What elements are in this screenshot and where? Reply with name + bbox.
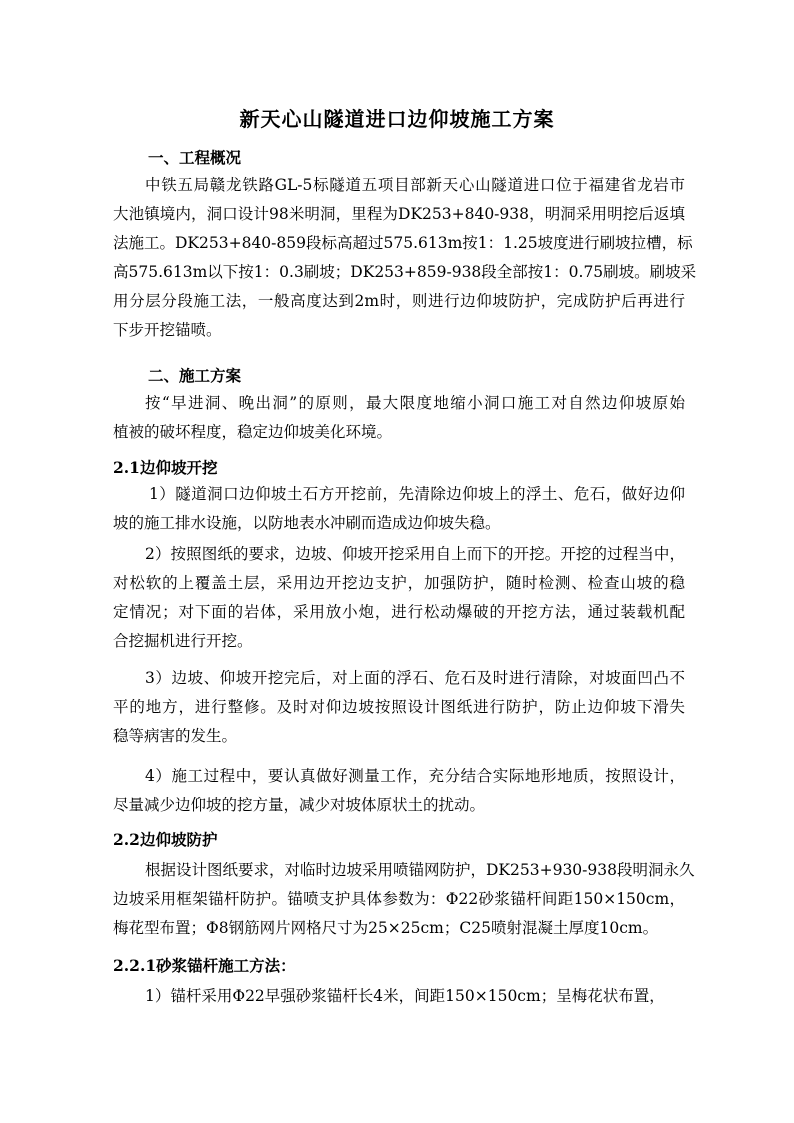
- text-line: 植被的破坏程度，稳定边仰坡美化环境。: [113, 423, 393, 441]
- text-line: 平的地方，进行整修。及时对仰边坡按照设计图纸进行防护，防止边仰坡下滑失: [113, 698, 685, 716]
- paragraph-plan-intro: [113, 389, 685, 447]
- text-line: 中铁五局赣龙铁路GL-5标隧道五项目部新天心山隧道进口位于福建省龙岩市: [145, 176, 685, 194]
- paragraph-2-1-item-3: [113, 664, 685, 751]
- section-heading-plan: 二、施工方案: [148, 366, 242, 385]
- paragraph-overview: [113, 171, 697, 345]
- text-line: 高575.613m以下按1：0.3刷坡；DK253+859-938段全部按1：0.75刷坡。刷坡采: [113, 263, 697, 281]
- text-line: 定情况；对下面的岩体，采用放小炮，进行松动爆破的开挖方法，通过装载机配: [113, 603, 685, 621]
- text-line: 法施工。DK253+840-859段标高超过575.613m按1：1.25坡度进行刷坡拉槽，标: [113, 234, 693, 252]
- text-line: 下步开挖锚喷。: [113, 321, 222, 339]
- subsection-heading-2-2: 2.2边仰坡防护: [113, 830, 218, 849]
- text-line: 合挖掘机进行开挖。: [113, 632, 253, 650]
- text-line: 坡的施工排水设施，以防地表水冲刷而造成边仰坡失稳。: [113, 514, 501, 532]
- paragraph-2-2-1: [113, 982, 685, 1011]
- text-line: 2）按照图纸的要求，边坡、仰坡开挖采用自上而下的开挖。开挖的过程当中，: [145, 545, 685, 563]
- text-line: 用分层分段施工法，一般高度达到2m时，则进行边仰坡防护，完成防护后再进行: [113, 292, 685, 310]
- text-line: 4）施工过程中，要认真做好测量工作，充分结合实际地形地质，按照设计，: [145, 767, 685, 785]
- subsection-heading-2-1: 2.1边仰坡开挖: [113, 458, 218, 477]
- paragraph-2-2: [113, 856, 695, 943]
- text-line: 尽量减少边仰坡的挖方量，减少对坡体原状土的扰动。: [113, 796, 486, 814]
- text-line: 1）隧道洞口边仰坡土石方开挖前，先清除边仰坡上的浮土、危石，做好边仰: [149, 485, 685, 503]
- section-heading-overview: 一、工程概况: [148, 148, 242, 167]
- subsection-heading-2-2-1: 2.2.1砂浆锚杆施工方法：: [113, 956, 296, 975]
- document-title: 新天心山隧道进口边仰坡施工方案: [239, 107, 555, 131]
- text-line: 根据设计图纸要求，对临时边坡采用喷锚网防护，DK253+930-938段明洞永久: [145, 861, 695, 879]
- text-line: 3）边坡、仰坡开挖完后，对上面的浮石、危石及时进行清除，对坡面凹凸不: [145, 669, 685, 687]
- text-line: 1）锚杆采用Φ22早强砂浆锚杆长4米，间距150×150cm；呈梅花状布置，: [145, 987, 665, 1005]
- text-line: 边坡采用框架锚杆防护。锚喷支护具体参数为：Φ22砂浆锚杆间距150×150cm，: [113, 890, 685, 908]
- text-line: 梅花型布置；Φ8钢筋网片网格尺寸为25×25cm；C25喷射混凝土厚度10cm。: [113, 919, 659, 937]
- text-line: 按“早进洞、晚出洞”的原则，最大限度地缩小洞口施工对自然边仰坡原始: [145, 394, 685, 412]
- paragraph-2-1-item-4: [113, 762, 685, 820]
- text-line: 大池镇境内，洞口设计98米明洞，里程为DK253+840-938，明洞采用明挖后返填: [113, 205, 685, 223]
- text-line: 对松软的上覆盖土层，采用边开挖边支护，加强防护，随时检测、检查山坡的稳: [113, 574, 685, 592]
- text-line: 稳等病害的发生。: [113, 727, 238, 745]
- paragraph-2-1-item-1: [113, 480, 685, 538]
- paragraph-2-1-item-2: [113, 540, 685, 656]
